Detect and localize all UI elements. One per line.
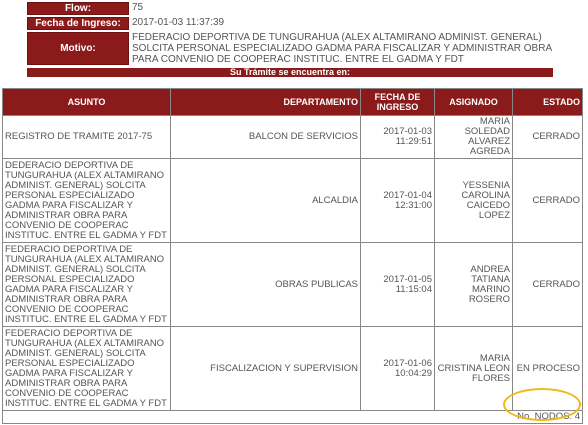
- cell-asunto: FEDERACIO DEPORTIVA DE TUNGURAHUA (ALEX ALTAMIRANO ADMINIST. GENERAL) SOLCITA PERSONAL ESPECIALIZADO GADMA PARA FISCALIZAR Y ADMINISTRAR OBRA PARA CONVENIO DE COOPERAC INSTITUC. ENTRE EL GADMA Y FDT: [3, 327, 171, 411]
- motivo-label: Motivo:: [27, 32, 129, 65]
- table-footer-row: [3, 411, 583, 424]
- status-bar: Su Trámite se encuentra en:: [27, 68, 553, 77]
- cell-estado: CERRADO: [513, 116, 583, 159]
- motivo-row: [27, 32, 555, 65]
- cell-asunto: REGISTRO DE TRAMITE 2017-75: [3, 116, 171, 159]
- cell-fecha: 2017-01-05 11:15:04: [361, 243, 435, 327]
- table-row: [3, 159, 583, 243]
- tramite-table: [2, 88, 583, 424]
- cell-fecha: 2017-01-03 11:29:51: [361, 116, 435, 159]
- highlight-ellipse: [503, 388, 581, 421]
- cell-estado: EN PROCESO: [513, 327, 583, 411]
- nodos-count: No. NODOS: 4: [3, 411, 583, 424]
- cell-asunto: DEDERACIO DEPORTIVA DE TUNGURAHUA (ALEX ALTAMIRANO ADMINIST. GENERAL) SOLCITA PERSONAL ESPECIALIZADO GADMA PARA FISCALIZAR Y ADMINISTRAR OBRA PARA CONVENIO DE COOPERAC INSTITUC. ENTRE EL GADMA Y FDT: [3, 159, 171, 243]
- header-fecha: FECHA DE INGRESO: [361, 89, 435, 116]
- header-asignado: ASIGNADO: [435, 89, 513, 116]
- fecha-row: [27, 17, 555, 30]
- flow-value: 75: [132, 2, 144, 13]
- table-row: [3, 116, 583, 159]
- flow-row: [27, 2, 555, 15]
- cell-departamento: BALCON DE SERVICIOS: [171, 116, 361, 159]
- cell-asunto: FEDERACIO DEPORTIVA DE TUNGURAHUA (ALEX ALTAMIRANO ADMINIST. GENERAL) SOLCITA PERSONAL ESPECIALIZADO GADMA PARA FISCALIZAR Y ADMINISTRAR OBRA PARA CONVENIO DE COOPERAC INSTITUC. ENTRE EL GADMA Y FDT: [3, 243, 171, 327]
- cell-asignado: MARIA CRISTINA LEON FLORES: [435, 327, 513, 411]
- table-row: [3, 327, 583, 411]
- table-row: [3, 243, 583, 327]
- cell-asignado: ANDREA TATIANA MARINO ROSERO: [435, 243, 513, 327]
- cell-asignado: MARIA SOLEDAD ALVAREZ AGREDA: [435, 116, 513, 159]
- cell-fecha: 2017-01-06 10:04:29: [361, 327, 435, 411]
- cell-estado: CERRADO: [513, 243, 583, 327]
- motivo-value: FEDERACIO DEPORTIVA DE TUNGURAHUA (ALEX ALTAMIRANO ADMINIST. GENERAL) SOLCITA PERSONAL ESPECIALIZADO GADMA PARA FISCALIZAR Y ADMINISTRAR OBRA PARA CONVENIO DE COOPERAC INSTITUC. ENTRE EL GADMA Y FDT: [132, 32, 552, 65]
- header-estado: ESTADO: [513, 89, 583, 116]
- cell-departamento: OBRAS PUBLICAS: [171, 243, 361, 327]
- cell-estado: CERRADO: [513, 159, 583, 243]
- cell-departamento: FISCALIZACION Y SUPERVISION: [171, 327, 361, 411]
- cell-departamento: ALCALDIA: [171, 159, 361, 243]
- fecha-value: 2017-01-03 11:37:39: [132, 17, 225, 28]
- table-header-row: [3, 89, 583, 116]
- cell-asignado: YESSENIA CAROLINA CAICEDO LOPEZ: [435, 159, 513, 243]
- flow-label: Flow:: [27, 2, 129, 15]
- header-departamento: DEPARTAMENTO: [171, 89, 361, 116]
- tramite-info: [27, 0, 555, 67]
- header-asunto: ASUNTO: [3, 89, 171, 116]
- fecha-label: Fecha de Ingreso:: [27, 17, 129, 30]
- cell-fecha: 2017-01-04 12:31:00: [361, 159, 435, 243]
